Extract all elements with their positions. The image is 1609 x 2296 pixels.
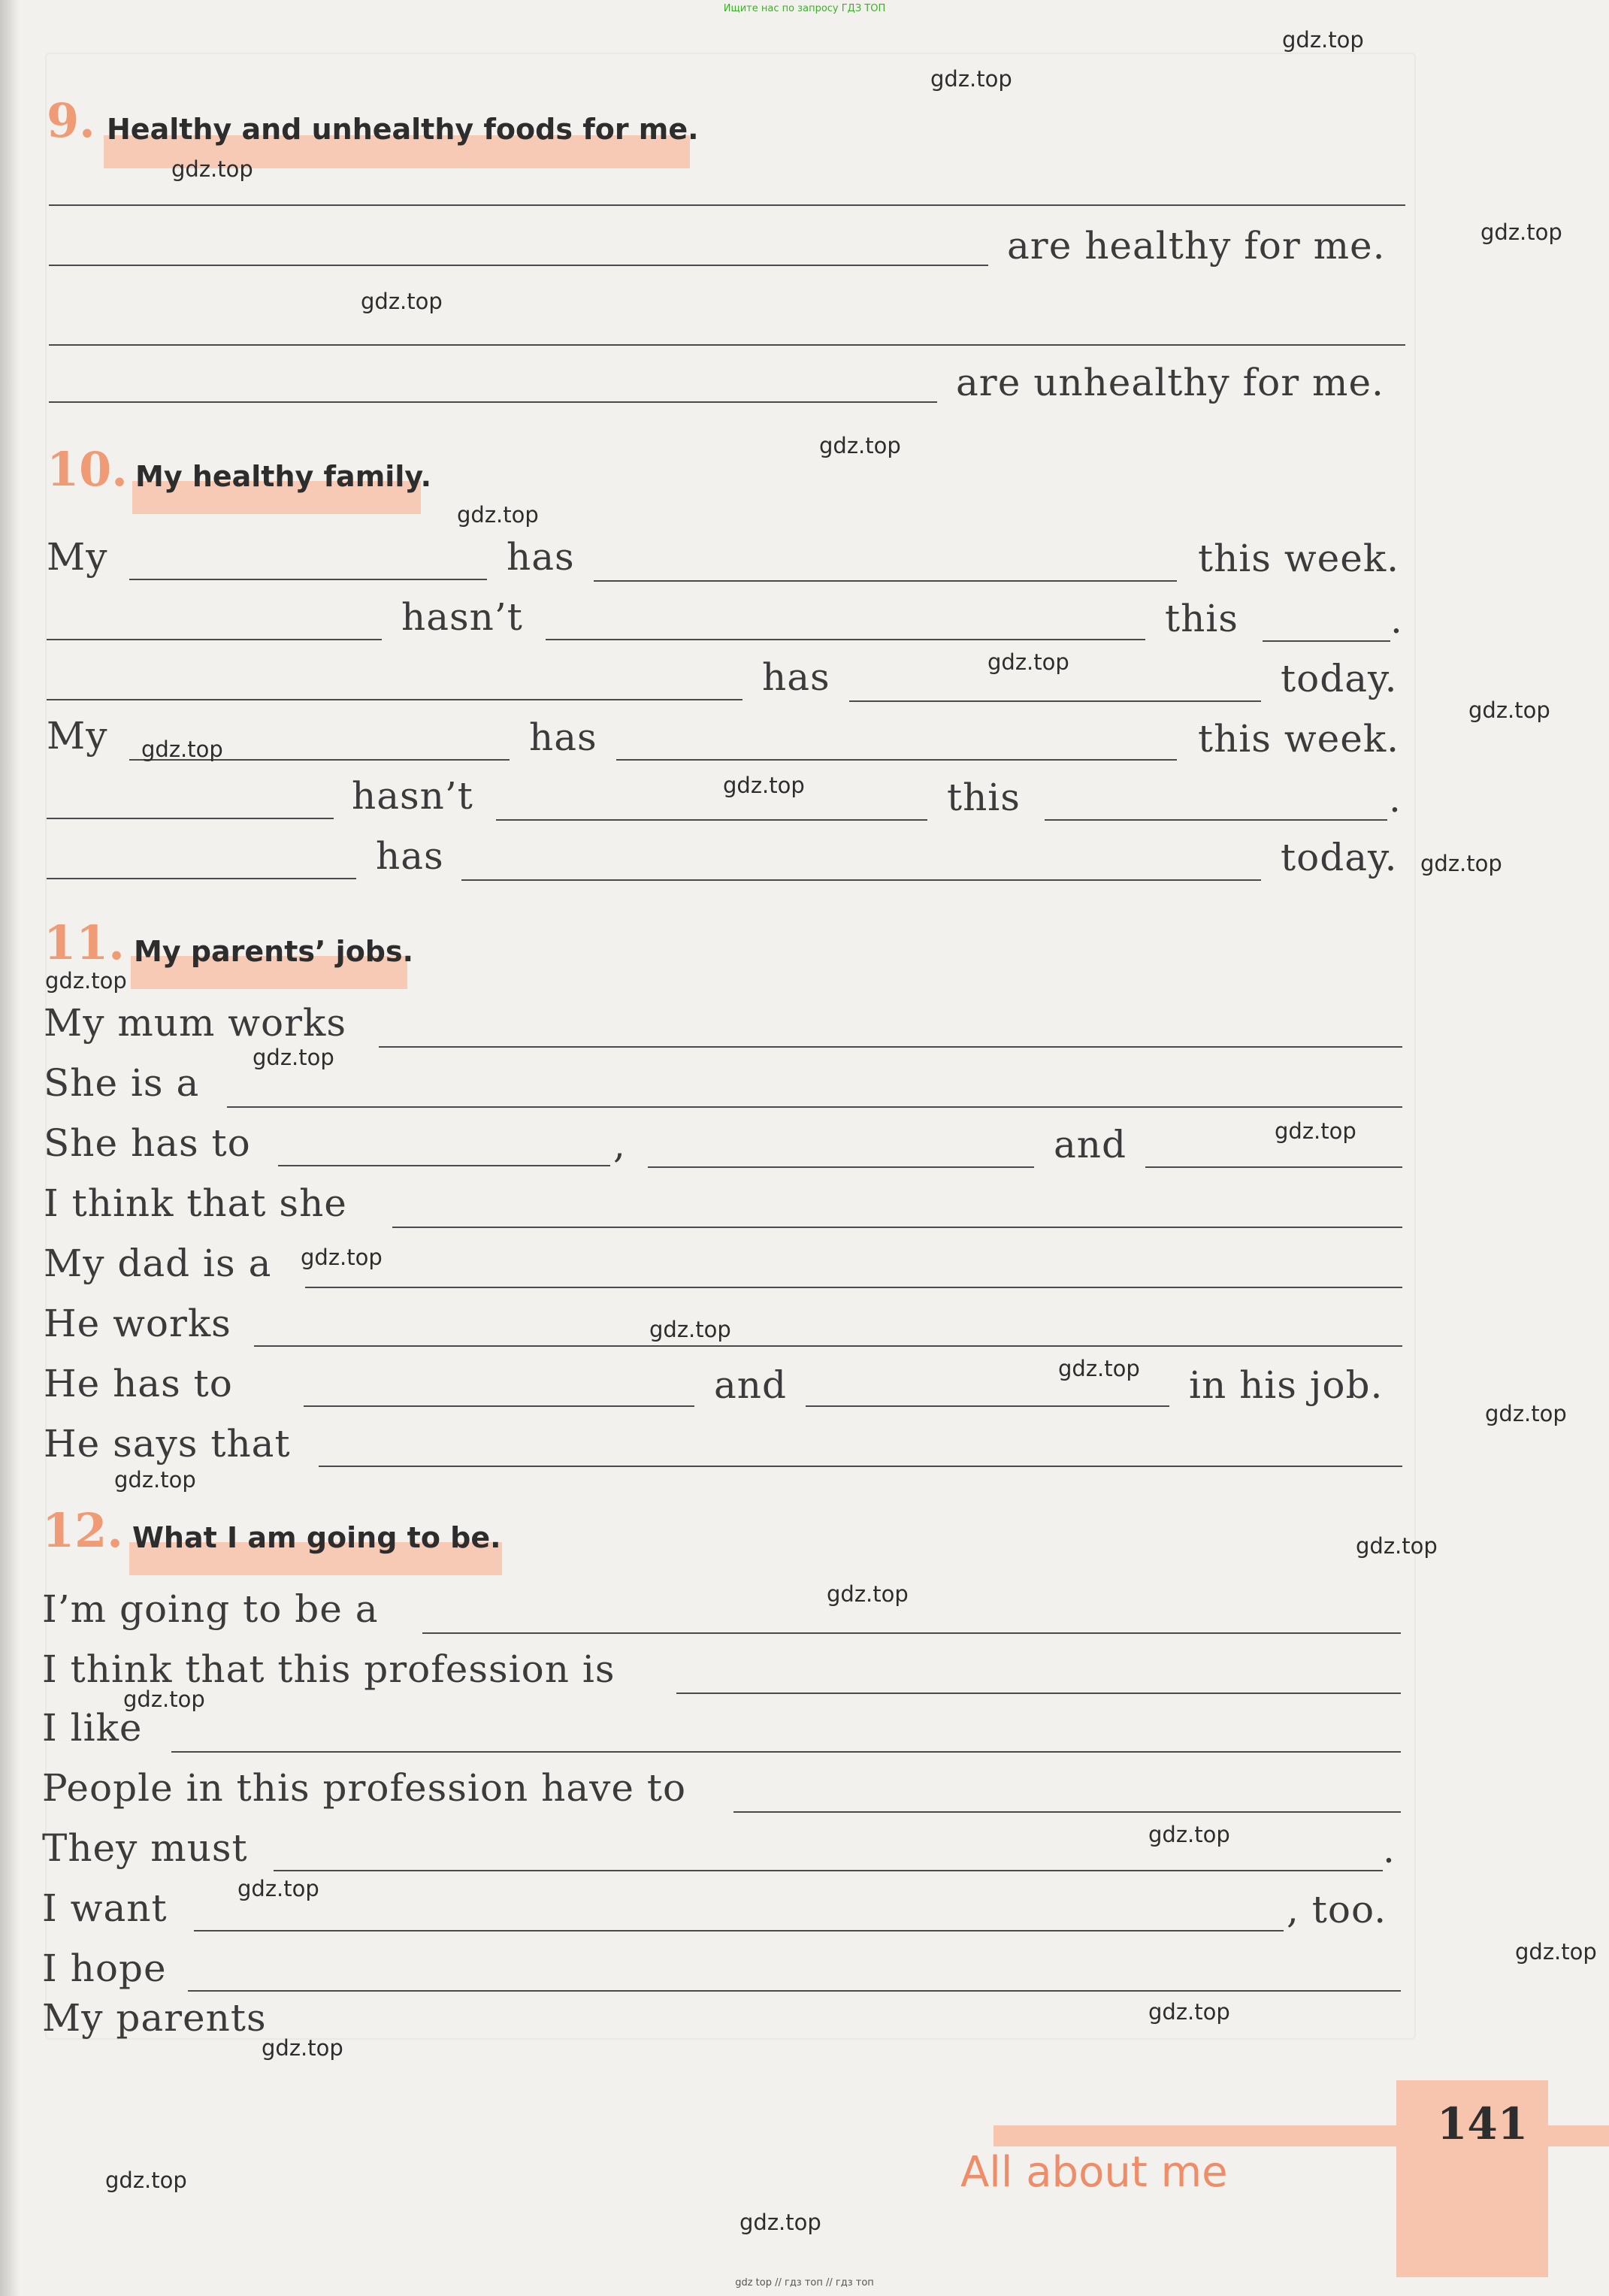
ex9-blank-4[interactable] — [49, 401, 937, 403]
ex10-r3-has: has — [762, 655, 830, 699]
ex12-i-hope: I hope — [42, 1947, 167, 1990]
watermark: gdz.top — [1282, 27, 1364, 53]
ex11-comma: , — [613, 1123, 626, 1166]
watermark: gdz.top — [171, 156, 253, 182]
ex11-blank-1[interactable] — [379, 1046, 1402, 1048]
ex12-blank-7[interactable] — [188, 1990, 1401, 1992]
ex11-blank-5[interactable] — [305, 1287, 1402, 1288]
ex10-r4-blank-b[interactable] — [616, 759, 1177, 761]
watermark: gdz.top — [1468, 697, 1550, 723]
page-shadow — [0, 0, 20, 2296]
ex12-blank-4[interactable] — [733, 1811, 1401, 1813]
watermark: gdz.top — [1148, 1999, 1230, 2025]
watermark: gdz.top — [1480, 219, 1562, 245]
ex10-r1-has: has — [507, 535, 575, 579]
ex11-she-is-a: She is a — [44, 1061, 200, 1105]
ex11-blank-6[interactable] — [254, 1345, 1402, 1347]
ex11-and-2: and — [714, 1363, 788, 1407]
ex9-title: Healthy and unhealthy foods for me. — [107, 113, 699, 146]
ex12-people-have-to: People in this profession have to — [42, 1766, 687, 1810]
ex10-r2-this: this — [1165, 597, 1239, 640]
top-banner: Ищите нас по запросу ГДЗ ТОП — [723, 3, 886, 14]
ex11-number: 11. — [44, 915, 125, 970]
ex11-blank-4[interactable] — [392, 1227, 1402, 1228]
watermark: gdz.top — [114, 1467, 196, 1493]
watermark: gdz.top — [1515, 1939, 1597, 1965]
ex11-dad-is-a: My dad is a — [44, 1242, 272, 1285]
ex10-r4-this-week: this week. — [1198, 717, 1400, 761]
ex11-says-that: He says that — [44, 1422, 291, 1466]
watermark: gdz.top — [361, 289, 443, 314]
ex10-r6-blank-b[interactable] — [461, 879, 1261, 881]
watermark: gdz.top — [301, 1245, 383, 1270]
watermark: gdz.top — [457, 502, 539, 528]
ex12-blank-3[interactable] — [171, 1751, 1401, 1753]
watermark: gdz.top — [827, 1581, 909, 1607]
ex11-title: My parents’ jobs. — [134, 935, 414, 968]
ex9-blank-2[interactable] — [49, 265, 988, 266]
ex12-dot: . — [1383, 1828, 1396, 1871]
ex11-blank-7a[interactable] — [304, 1405, 694, 1407]
watermark: gdz.top — [141, 737, 223, 762]
chapter-title: All about me — [960, 2148, 1228, 2197]
ex12-number: 12. — [42, 1503, 123, 1558]
ex12-my-parents: My parents — [42, 1996, 267, 2040]
ex10-r5-hasnt: hasn’t — [352, 774, 473, 818]
watermark: gdz.top — [1058, 1356, 1140, 1381]
ex9-blank-1[interactable] — [49, 204, 1405, 206]
ex11-he-works: He works — [44, 1302, 231, 1345]
ex10-r2-hasnt: hasn’t — [401, 595, 523, 639]
watermark: gdz.top — [930, 66, 1012, 92]
ex10-r6-has: has — [376, 834, 444, 878]
watermark: gdz.top — [253, 1045, 334, 1070]
ex10-r3-blank-a[interactable] — [47, 699, 742, 700]
ex12-i-want: I want — [42, 1886, 168, 1930]
ex10-r1-blank-a[interactable] — [129, 579, 487, 580]
ex10-r1-blank-b[interactable] — [594, 580, 1177, 582]
watermark: gdz.top — [45, 968, 127, 994]
ex11-blank-2[interactable] — [227, 1106, 1402, 1108]
ex11-and-1: and — [1054, 1123, 1127, 1166]
ex11-blank-3b[interactable] — [648, 1166, 1034, 1168]
watermark: gdz.top — [123, 1686, 205, 1712]
ex12-going-to-be: I’m going to be a — [42, 1587, 379, 1631]
ex10-r5-blank-c[interactable] — [1045, 819, 1387, 821]
watermark: gdz.top — [1356, 1533, 1438, 1559]
ex10-r6-today: today. — [1281, 836, 1398, 879]
ex10-number: 10. — [47, 442, 128, 497]
watermark: gdz.top — [819, 433, 901, 458]
ex12-profession-is: I think that this profession is — [42, 1647, 615, 1691]
ex9-healthy-text: are healthy for me. — [1007, 224, 1386, 268]
ex12-too: , too. — [1287, 1888, 1387, 1931]
watermark: gdz.top — [105, 2167, 187, 2193]
bottom-footer: gdz top // гдз топ // гдз топ — [735, 2277, 874, 2288]
ex12-they-must: They must — [42, 1826, 248, 1870]
ex10-r3-today: today. — [1281, 657, 1398, 700]
ex9-blank-3[interactable] — [49, 344, 1405, 346]
watermark: gdz.top — [987, 649, 1069, 675]
watermark: gdz.top — [1420, 851, 1502, 876]
watermark: gdz.top — [262, 2035, 343, 2061]
watermark: gdz.top — [1275, 1118, 1356, 1144]
ex10-r2-blank-a[interactable] — [47, 639, 382, 640]
ex10-r1-this-week: this week. — [1198, 537, 1400, 580]
ex11-he-has-to: He has to — [44, 1362, 233, 1405]
ex10-r4-my: My — [47, 714, 108, 758]
ex10-r5-blank-a[interactable] — [47, 818, 334, 819]
ex11-blank-8[interactable] — [319, 1466, 1402, 1467]
ex11-in-his-job: in his job. — [1189, 1363, 1384, 1407]
ex10-title: My healthy family. — [135, 460, 432, 493]
ex10-r5-dot: . — [1389, 777, 1402, 821]
watermark: gdz.top — [723, 773, 805, 798]
ex10-r5-this: this — [947, 776, 1021, 819]
ex12-blank-1[interactable] — [422, 1632, 1401, 1634]
ex11-blank-7b[interactable] — [806, 1405, 1169, 1407]
ex10-r6-blank-a[interactable] — [47, 878, 356, 879]
ex12-blank-6[interactable] — [194, 1930, 1284, 1931]
ex12-blank-5[interactable] — [274, 1870, 1383, 1871]
watermark: gdz.top — [237, 1876, 319, 1901]
ex10-r2-blank-c[interactable] — [1263, 640, 1390, 642]
ex10-r2-blank-b[interactable] — [546, 639, 1145, 640]
ex11-think-she: I think that she — [44, 1181, 347, 1225]
ex10-r2-dot: . — [1390, 598, 1403, 642]
watermark: gdz.top — [649, 1317, 731, 1342]
ex10-r4-has: has — [529, 715, 597, 759]
ex10-r1-my: My — [47, 535, 108, 579]
ex12-blank-2[interactable] — [676, 1693, 1401, 1694]
watermark: gdz.top — [739, 2210, 821, 2235]
watermark: gdz.top — [1485, 1401, 1567, 1426]
ex9-unhealthy-text: are unhealthy for me. — [956, 361, 1384, 404]
ex12-title: What I am going to be. — [132, 1521, 501, 1554]
ex10-r5-blank-b[interactable] — [496, 819, 927, 821]
watermark: gdz.top — [1148, 1822, 1230, 1847]
ex11-blank-3a[interactable] — [278, 1165, 610, 1166]
ex10-r3-blank-b[interactable] — [849, 700, 1261, 702]
ex12-i-like: I like — [42, 1706, 143, 1750]
ex11-mum-works: My mum works — [44, 1001, 347, 1045]
ex11-she-has-to: She has to — [44, 1121, 251, 1165]
ex9-number: 9. — [47, 93, 95, 148]
page-number: 141 — [1437, 2098, 1529, 2149]
ex11-blank-3c[interactable] — [1145, 1166, 1402, 1168]
